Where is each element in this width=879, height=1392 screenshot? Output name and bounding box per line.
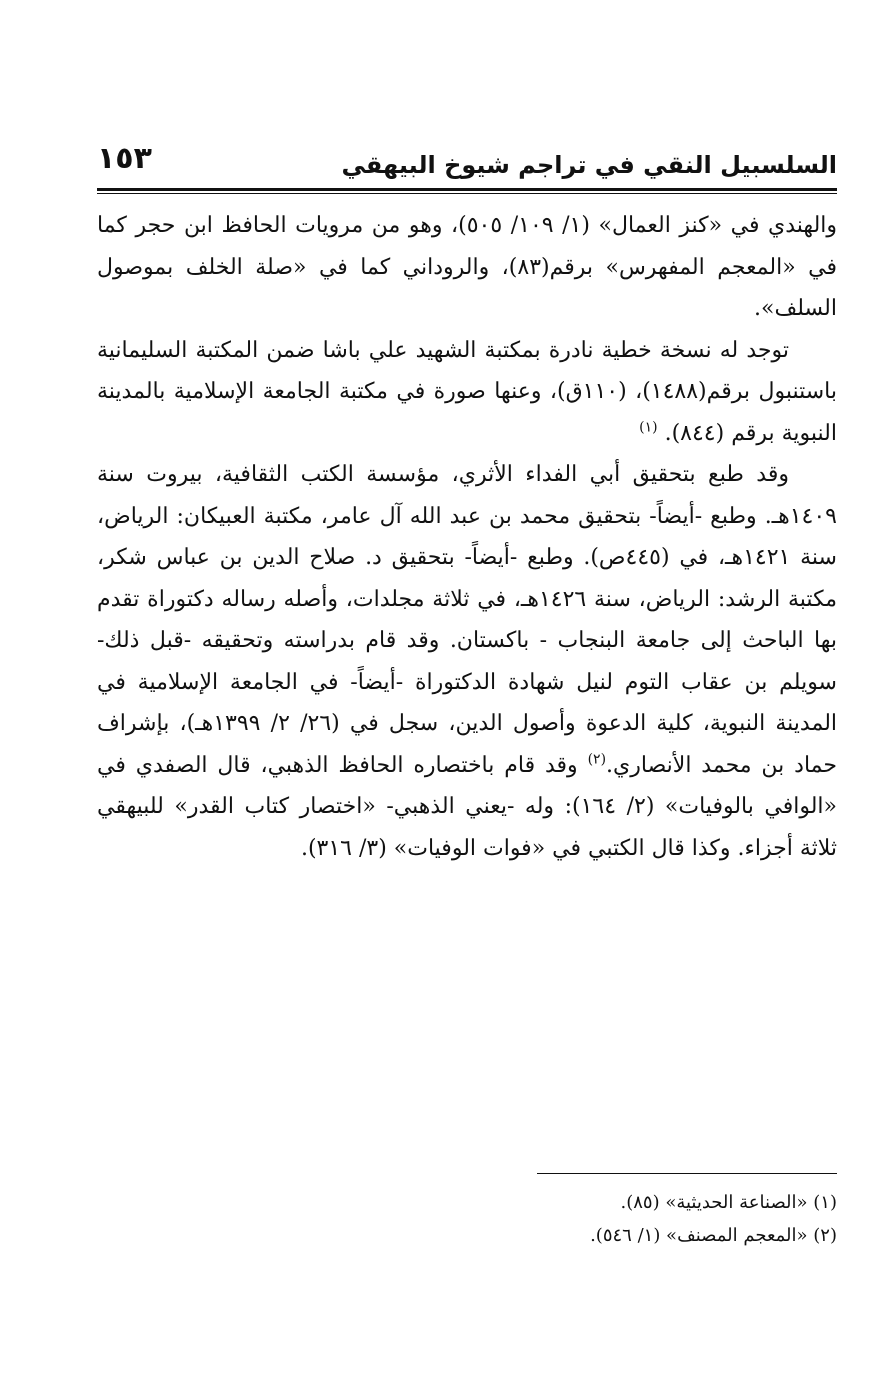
header-rule: [97, 188, 837, 191]
paragraph-text: توجد له نسخة خطية نادرة بمكتبة الشهيد علي باشا ضمن المكتبة السليمانية باستنبول برقم(١٤٨٨)، (١١٠ق)، وعنها صورة في مكتبة الجامعة الإسلامية بالمدينة النبوية برقم (٨٤٤).: [97, 337, 837, 446]
paragraph-text: والهندي في «كنز العمال» (١/ ١٠٩/ ٥٠٥)، وهو من مرويات الحافظ ابن حجر كما في «المعجم المفهرس» برقم(٨٣)، والروداني كما في «صلة الخلف بموصول السلف».: [97, 213, 838, 321]
paragraph: [97, 454, 837, 869]
paragraph: [97, 205, 837, 330]
page-header: [97, 140, 837, 190]
page-number: ١٥٣: [97, 141, 152, 176]
footnote-reference[interactable]: (٢): [587, 751, 607, 768]
footnote-reference[interactable]: (١): [639, 419, 658, 436]
running-title: السلسبيل النقي في تراجم شيوخ البيهقي: [341, 151, 837, 179]
paragraph: [97, 330, 837, 455]
footnote-separator: [537, 1173, 837, 1174]
header-rule-thin: [97, 193, 837, 194]
footnotes: [400, 1186, 837, 1252]
footnote: (١) «الصناعة الحديثية» (٨٥).: [620, 1192, 837, 1213]
paragraph-text: وقد قام باختصاره الحافظ الذهبي، قال الصفدي في «الوافي بالوفيات» (٢/ ١٦٤): وله -يعني الذهبي- «اختصار كتاب القدر» للبيهقي ثلاثة أجزاء. وكذا قال الكتبي في «فوات الوفيات» (٣/ ٣١٦).: [97, 752, 837, 861]
paragraph-text: وقد طبع بتحقيق أبي الفداء الأثري، مؤسسة الكتب الثقافية، بيروت سنة ١٤٠٩هـ. وطبع -أيضاً- بتحقيق محمد بن عبد الله آل عامر، مكتبة العبيكان: الرياض، سنة ١٤٢١هـ، في (٤٤٥ص). وطبع -أيضاً- بتحقيق د. صلاح الدين بن عباس شكر، مكتبة الرشد: الرياض، سنة ١٤٢٦هـ، في ثلاثة مجلدات، وأصله رساله دكتوراة تقدم بها الباحث إلى جامعة البنجاب - باكستان. وقد قام بدراسته وتحقيقه -قبل ذلك- سويلم بن عقاب التوم لنيل شهادة الدكتوراة -أيضاً- في الجامعة الإسلامية في المدينة النبوية، كلية الدعوة وأصول الدين، سجل في (٢٦/ ٢/ ١٣٩٩هـ)، بإشراف حماد بن محمد الأنصاري.: [97, 462, 838, 778]
main-text: [97, 205, 837, 869]
footnote: (٢) «المعجم المصنف» (١/ ٥٤٦).: [590, 1225, 837, 1246]
